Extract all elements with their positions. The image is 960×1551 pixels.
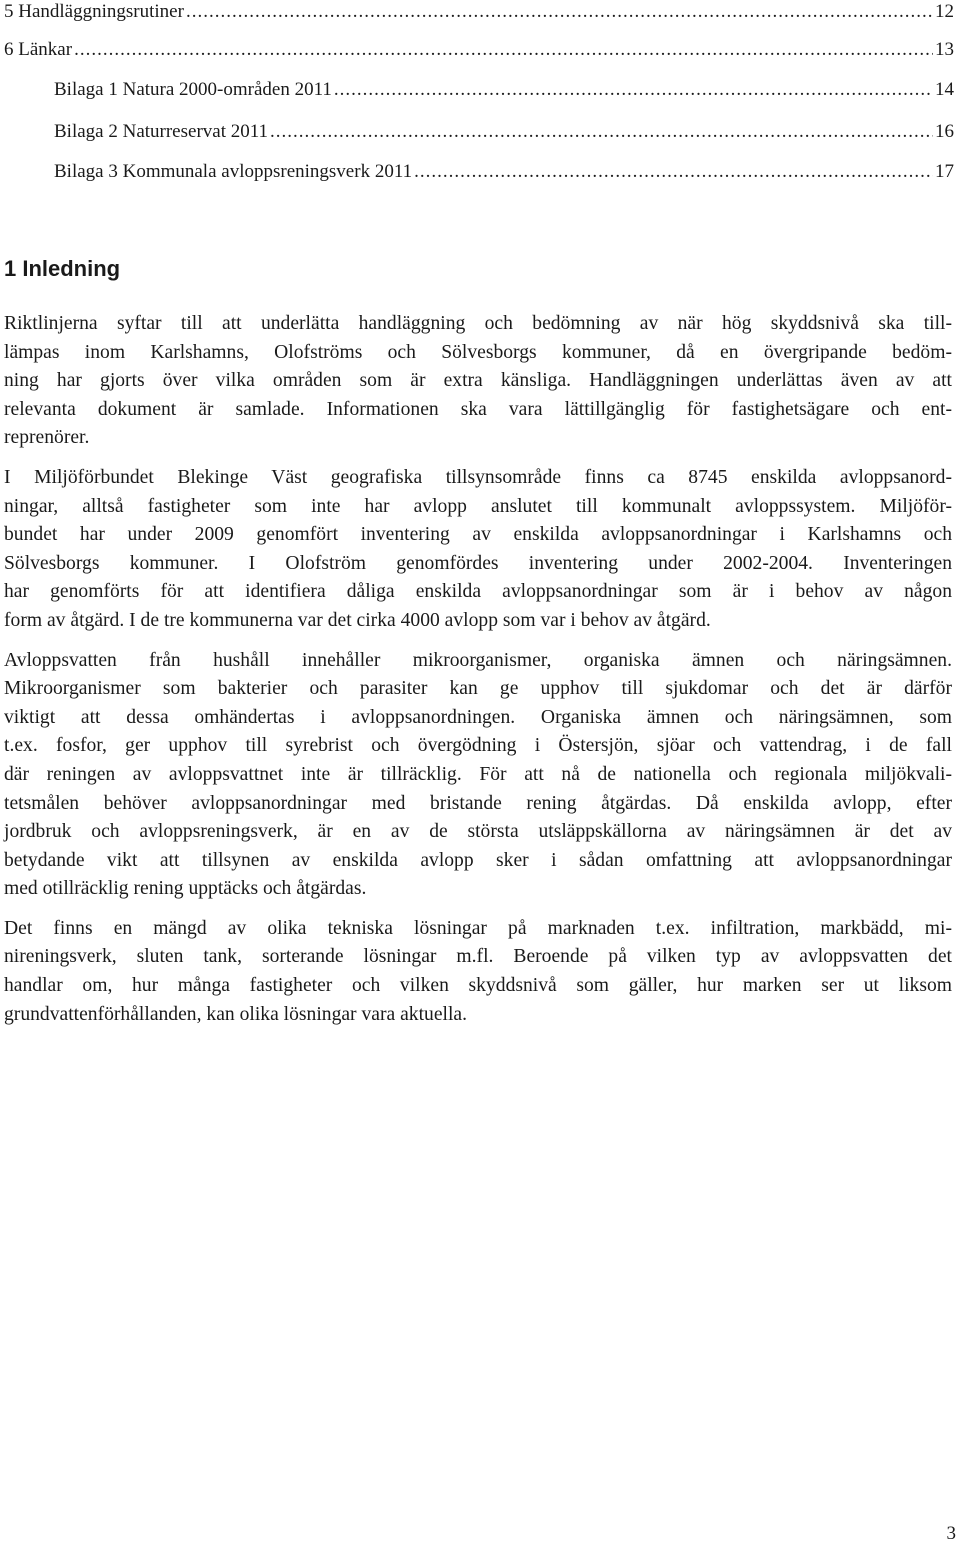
text-line: jordbruk och avloppsreningsverk, är en av de största utsläppskällorna av näringsämnen är det av	[4, 821, 952, 843]
text-line: bundet har under 2009 genomfört inventering av enskilda avloppsanordningar i Karlshamns och	[4, 524, 952, 546]
page-number: 3	[946, 1523, 956, 1544]
text-line: Det finns en mängd av olika tekniska lösningar på marknaden t.ex. infiltration, markbädd, mi-	[4, 917, 952, 939]
toc-entry-page: 17	[935, 161, 954, 182]
text-line: har genomförts för att identifiera dåliga enskilda avloppsanordningar som är i behov av någon	[4, 581, 952, 603]
text-line: Riktlinjerna syftar till att underlätta handläggning och bedömning av när hög skyddsnivå ska till-	[4, 313, 952, 334]
text-line: ningar, alltså fastigheter som inte har avlopp anslutet till kommunalt avloppssystem. Miljöför-	[4, 495, 952, 517]
text-line: Avloppsvatten från hushåll innehåller mikroorganismer, organiska ämnen och näringsämnen.	[4, 649, 952, 671]
text-line: med otillräcklig rening upptäcks och åtgärdas.	[4, 878, 367, 900]
text-line: Sölvesborgs kommuner. I Olofström genomfördes inventering under 2002-2004. Inventeringen	[4, 552, 952, 574]
text-line: betydande vikt att tillsynen av enskilda avlopp sker i sådan omfattning att avloppsanordningar	[4, 849, 952, 871]
text-line: relevanta dokument är samlade. Informationen ska vara lättillgänglig för fastighetsägare och ent-	[4, 398, 952, 420]
text-line: viktigt att dessa omhändertas i avloppsanordningen. Organiska ämnen och näringsämnen, som	[4, 706, 952, 728]
text-line: grundvattenförhållanden, kan olika lösningar vara aktuella.	[4, 1003, 468, 1025]
toc-entry-title: 5 Handläggningsrutiner	[4, 1, 184, 22]
toc-entry-page: 16	[935, 121, 954, 142]
toc-entry-title: 6 Länkar	[4, 39, 73, 60]
section-heading: 1 Inledning	[4, 256, 121, 281]
text-line: nireningsverk, sluten tank, sorterande lösningar m.fl. Beroende på vilken typ av avloppsvatten det	[4, 946, 952, 968]
text-line: form av åtgärd. I de tre kommunerna var det cirka 4000 avlopp som var i behov av åtgärd.	[4, 609, 711, 631]
toc-entry-page: 14	[935, 79, 954, 100]
toc-entry[interactable]	[4, 0, 954, 26]
text-line: I Miljöförbundet Blekinge Väst geografiska tillsynsområde finns ca 8745 enskilda avloppsanord-	[4, 466, 952, 488]
toc-leader-dots	[334, 76, 933, 104]
toc-entry-page: 12	[935, 1, 954, 22]
toc-entry[interactable]	[54, 76, 954, 104]
text-line: reprenörer.	[4, 427, 90, 449]
text-line: Mikroorganismer som bakterier och parasiter kan ge upphov till sjukdomar och det är därför	[4, 678, 952, 700]
toc-entry-title: Bilaga 1 Natura 2000-områden 2011	[54, 79, 332, 100]
toc-entry-title: Bilaga 3 Kommunala avloppsreningsverk 2011	[54, 161, 413, 182]
toc-leader-dots	[414, 158, 933, 186]
paragraph	[4, 915, 952, 1029]
body-text	[4, 310, 952, 1040]
toc-entry-title: Bilaga 2 Naturreservat 2011	[54, 121, 269, 142]
toc-entry[interactable]	[54, 158, 954, 186]
text-line: lämpas inom Karlshamns, Olofströms och Sölvesborgs kommuner, då en övergripande bedöm-	[4, 341, 952, 363]
text-line: ning har gjorts över vilka områden som är extra känsliga. Handläggningen underlättas även av att	[4, 370, 952, 392]
toc-entry[interactable]	[4, 36, 954, 64]
toc-entry[interactable]	[54, 118, 954, 146]
text-line: t.ex. fosfor, ger upphov till syrebrist och övergödning i Östersjön, sjöar och vattendrag, i de fall	[4, 735, 952, 757]
text-line: där reningen av avloppsvattnet inte är tillräcklig. För att nå de nationella och regionala miljökvali-	[4, 763, 952, 785]
text-line: handlar om, hur många fastigheter och vilken skyddsnivå som gäller, hur marken ser ut liksom	[4, 975, 952, 997]
toc-leader-dots	[270, 118, 933, 146]
text-line: tetsmålen behöver avloppsanordningar med bristande rening åtgärdas. Då enskilda avlopp, efter	[4, 792, 952, 814]
toc-leader-dots	[186, 0, 933, 26]
toc-entry-page: 13	[935, 39, 954, 60]
paragraph	[4, 310, 952, 453]
toc-leader-dots	[74, 36, 933, 64]
paragraph	[4, 464, 952, 636]
paragraph	[4, 647, 952, 904]
